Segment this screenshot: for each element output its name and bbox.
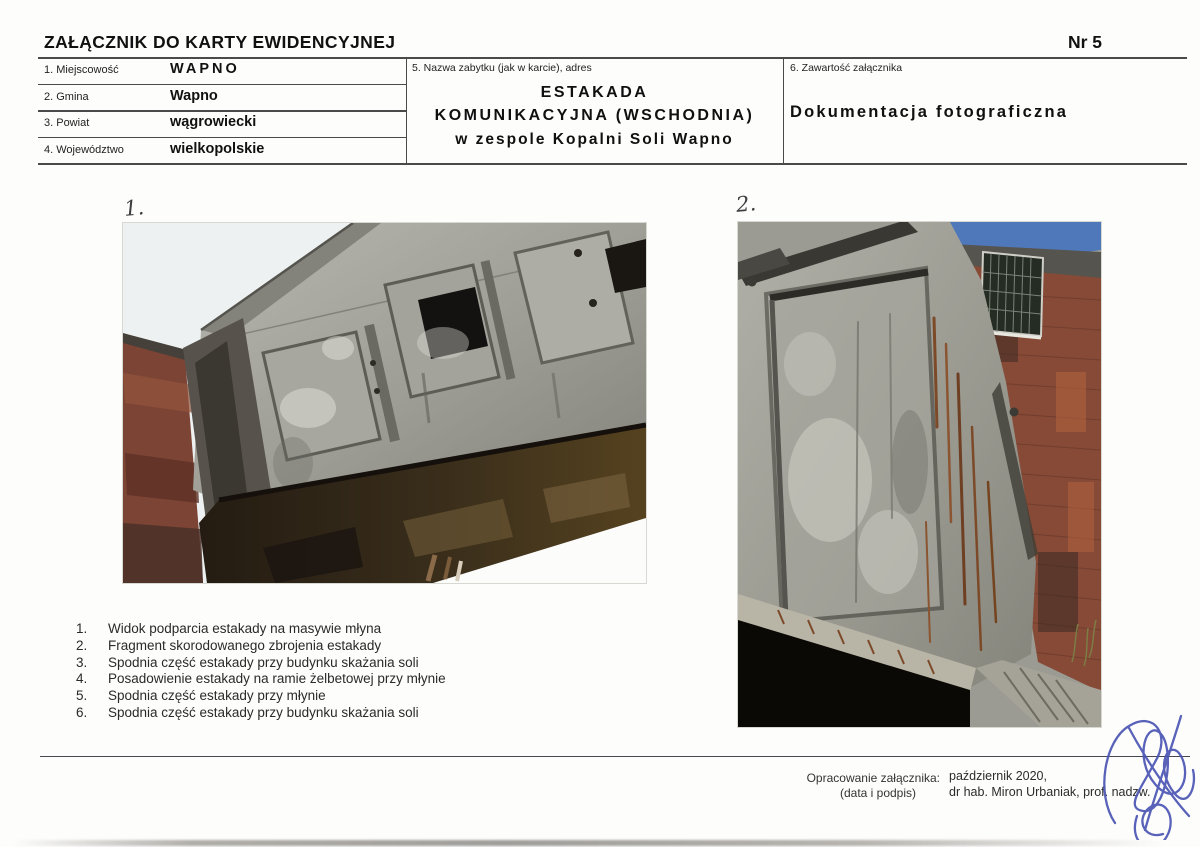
- stain: [784, 332, 836, 396]
- attachment-number: Nr 5: [1068, 32, 1103, 52]
- bolt-hole: [574, 249, 582, 257]
- scan-artifact-strip: [0, 840, 1200, 846]
- attachment-contents-value: Dokumentacja fotograficzna: [790, 103, 1069, 121]
- field-value-gmina: Wapno: [170, 88, 218, 104]
- stain: [788, 418, 872, 542]
- photo-2-illustration: [738, 222, 1101, 727]
- field-label-powiat: 3. Powiat: [44, 117, 90, 129]
- monument-name-line1: ESTAKADA: [540, 84, 649, 101]
- caption-item: 4. Posadowienie estakady na ramie żelbetowej przy młynie: [76, 671, 446, 687]
- signature-scribble: [1085, 698, 1200, 840]
- photo-1-trestle-support: [122, 222, 647, 584]
- table-column-divider: [783, 57, 784, 163]
- table-row-divider: [38, 110, 406, 112]
- photo-2-corroded-reinforcement: [737, 221, 1102, 728]
- monument-name-line2: KOMUNIKACYJNA (WSCHODNIA): [434, 107, 755, 124]
- field-label-gmina: 2. Gmina: [44, 90, 89, 103]
- field-value-wojewodztwo: wielkopolskie: [170, 140, 265, 157]
- bolt-hole: [374, 388, 380, 394]
- handwritten-mark-1: 1.: [122, 195, 146, 221]
- bolt-hole: [589, 299, 597, 307]
- handwritten-mark-2: 2.: [734, 191, 758, 217]
- field-value-miejscowosc: WAPNO: [170, 61, 240, 77]
- caption-item: 2. Fragment skorodowanego zbrojenia estakady: [76, 637, 382, 653]
- field-value-powiat: wągrowiecki: [170, 114, 257, 130]
- caption-item: 3. Spodnia część estakady przy budynku skażania soli: [76, 654, 419, 670]
- stain: [322, 336, 354, 360]
- caption-item: 6. Spodnia część estakady przy budynku skażania soli: [76, 704, 419, 720]
- footer-author: dr hab. Miron Urbaniak, prof. nadzw.: [949, 784, 1151, 799]
- field-label-miejscowosc: 1. Miejscowość: [44, 64, 119, 76]
- footer-date: październik 2020,: [949, 769, 1047, 783]
- stain: [858, 510, 918, 594]
- stain: [417, 327, 469, 359]
- bolt-hole: [370, 360, 376, 366]
- page-title: ZAŁĄCZNIK DO KARTY EWIDENCYJNEJ: [44, 32, 396, 52]
- caption-item: 5. Spodnia część estakady przy młynie: [76, 688, 326, 704]
- brick-patch: [123, 523, 203, 583]
- footer-rule: [40, 756, 1190, 757]
- table-row-divider: [38, 137, 406, 139]
- caption-item: 1. Widok podparcia estakady na masywie młyna: [76, 621, 382, 636]
- stain: [280, 388, 336, 428]
- bolt-hole: [1010, 408, 1019, 417]
- bolt-hole: [748, 278, 757, 287]
- stain-dark: [273, 437, 313, 489]
- monument-name-line3: w zespole Kopalni Soli Wapno: [455, 131, 734, 148]
- photo-caption-list: [76, 621, 446, 722]
- table-row-divider: [38, 84, 406, 86]
- table-top-border: [38, 57, 1187, 59]
- footer-credit-label: Opracowanie załącznika: (data i podpis): [806, 771, 940, 800]
- photo-1-illustration: [123, 223, 646, 583]
- field-label-wojewodztwo: 4. Województwo: [44, 143, 124, 156]
- stain-dark: [892, 410, 928, 514]
- attachment-contents-label: 6. Zawartość załącznika: [790, 62, 903, 74]
- monument-name-label: 5. Nazwa zabytku (jak w karcie), adres: [412, 62, 592, 74]
- table-bottom-border: [38, 163, 1187, 165]
